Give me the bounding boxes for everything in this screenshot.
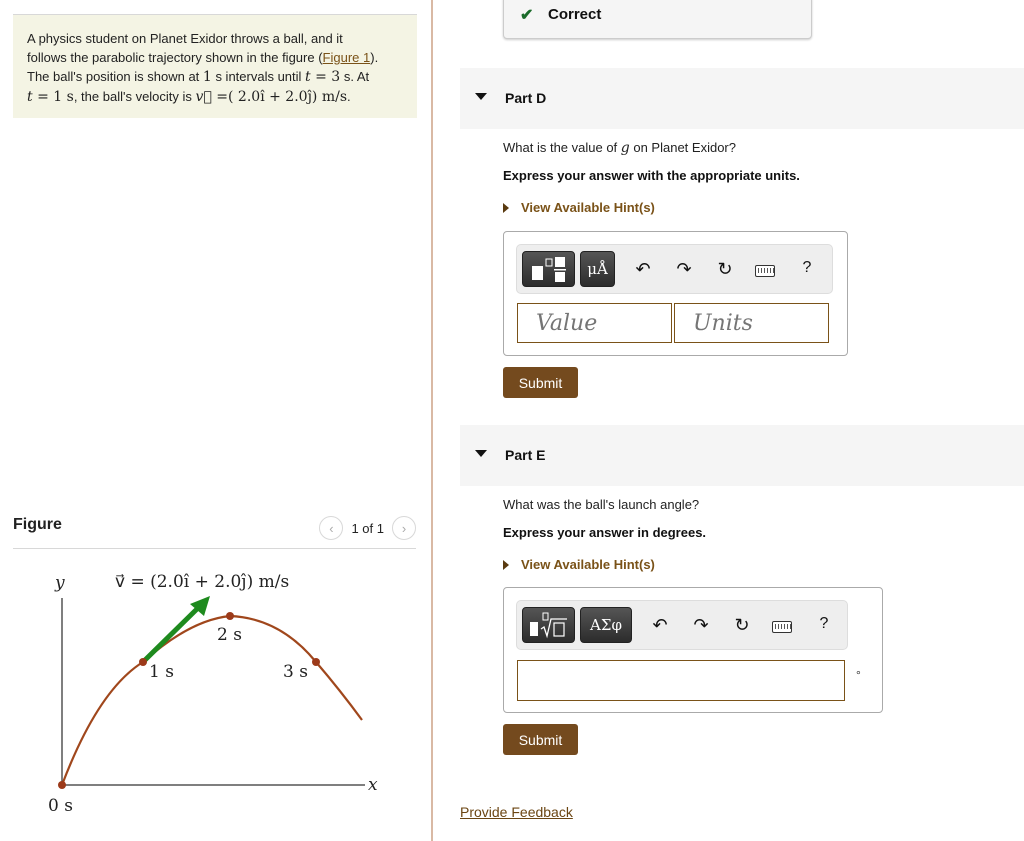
fraction-template-icon [529, 255, 569, 283]
checkmark-icon: ✔ [520, 7, 534, 24]
figure-title: Figure [13, 516, 62, 533]
figure-header [13, 512, 416, 549]
part-d-hints-toggle[interactable]: View Available Hint(s) [503, 200, 655, 215]
reset-icon[interactable]: ↻ [717, 259, 733, 279]
point-2s [226, 612, 234, 620]
chevron-right-icon: › [401, 520, 407, 536]
intro-line-2: follows the parabolic trajectory shown in the figure (Figure 1). [27, 50, 379, 65]
part-d-label: Part D [505, 90, 547, 106]
root-template-icon [527, 611, 571, 639]
next-figure-button[interactable] [392, 516, 416, 540]
intro-line-3: The ball's position is shown at 1 s intervals until t = 3 s. At [27, 69, 370, 85]
units-button[interactable]: μÅ [580, 251, 615, 287]
symbols-button[interactable]: ΑΣφ [580, 607, 632, 643]
part-e-toolbar [516, 600, 848, 650]
part-e-question: What was the ball's launch angle? [503, 497, 700, 512]
reset-icon[interactable]: ↻ [734, 615, 750, 635]
part-d-answer-box [503, 231, 848, 356]
units-input[interactable] [674, 303, 829, 343]
part-e-label: Part E [505, 447, 546, 463]
collapse-arrow-icon[interactable] [475, 93, 487, 100]
point-0s [58, 781, 66, 789]
problem-statement [13, 14, 417, 118]
redo-icon[interactable]: ↷ [676, 259, 692, 279]
help-icon[interactable]: ? [802, 259, 812, 276]
point-3s [312, 658, 320, 666]
intro-line-4: t = 1 s, the ball's velocity is v⃗ =( 2.0î + 2.0ĵ) m/s. [27, 89, 351, 105]
part-e-instruction: Express your answer in degrees. [503, 525, 707, 540]
label-3s: 3 s [283, 662, 308, 682]
provide-feedback-link[interactable]: Provide Feedback [460, 804, 573, 820]
expand-triangle-icon [503, 560, 509, 570]
value-input[interactable] [517, 303, 672, 343]
chevron-left-icon: ‹ [329, 520, 334, 536]
x-axis-label: x [368, 775, 378, 795]
problem-pane [0, 0, 431, 841]
figure-pager [319, 516, 416, 540]
fraction-template-button[interactable] [522, 251, 575, 287]
velocity-arrow [143, 607, 199, 662]
degree-unit: ° [856, 668, 861, 682]
root-template-button[interactable] [522, 607, 575, 643]
point-1s [139, 658, 147, 666]
collapse-arrow-icon[interactable] [475, 450, 487, 457]
prev-figure-button[interactable] [319, 516, 343, 540]
redo-icon[interactable]: ↷ [693, 615, 709, 635]
label-1s: 1 s [149, 662, 174, 682]
keyboard-icon[interactable] [755, 265, 775, 277]
correct-feedback [503, 0, 812, 39]
trajectory-curve [62, 616, 362, 785]
trajectory-figure [0, 555, 420, 825]
part-e-header[interactable] [460, 425, 1024, 486]
intro-line-1: A physics student on Planet Exidor throws a ball, and it [27, 31, 343, 46]
angle-input[interactable] [517, 660, 845, 701]
expand-triangle-icon [503, 203, 509, 213]
part-d-instruction: Express your answer with the appropriate units. [503, 168, 800, 183]
part-d-question: What is the value of g on Planet Exidor? [503, 140, 736, 156]
part-e-submit-button[interactable]: Submit [503, 724, 578, 755]
part-d-toolbar [516, 244, 833, 294]
undo-icon[interactable]: ↶ [635, 259, 651, 279]
velocity-label: v⃗ = (2.0î + 2.0ĵ) m/s [115, 572, 290, 592]
part-e-answer-box [503, 587, 883, 713]
label-2s: 2 s [217, 625, 242, 645]
help-icon[interactable]: ? [819, 615, 829, 632]
pane-divider [431, 0, 433, 841]
figure-link[interactable]: Figure 1 [322, 50, 371, 65]
correct-label: Correct [548, 6, 602, 23]
part-e-hints-toggle[interactable]: View Available Hint(s) [503, 557, 655, 572]
label-0s: 0 s [48, 796, 73, 816]
part-d-submit-button[interactable]: Submit [503, 367, 578, 398]
pager-count: 1 of 1 [351, 520, 384, 536]
undo-icon[interactable]: ↶ [652, 615, 668, 635]
keyboard-icon[interactable] [772, 621, 792, 633]
part-d-header[interactable] [460, 68, 1024, 129]
y-axis-label: y [55, 573, 65, 593]
